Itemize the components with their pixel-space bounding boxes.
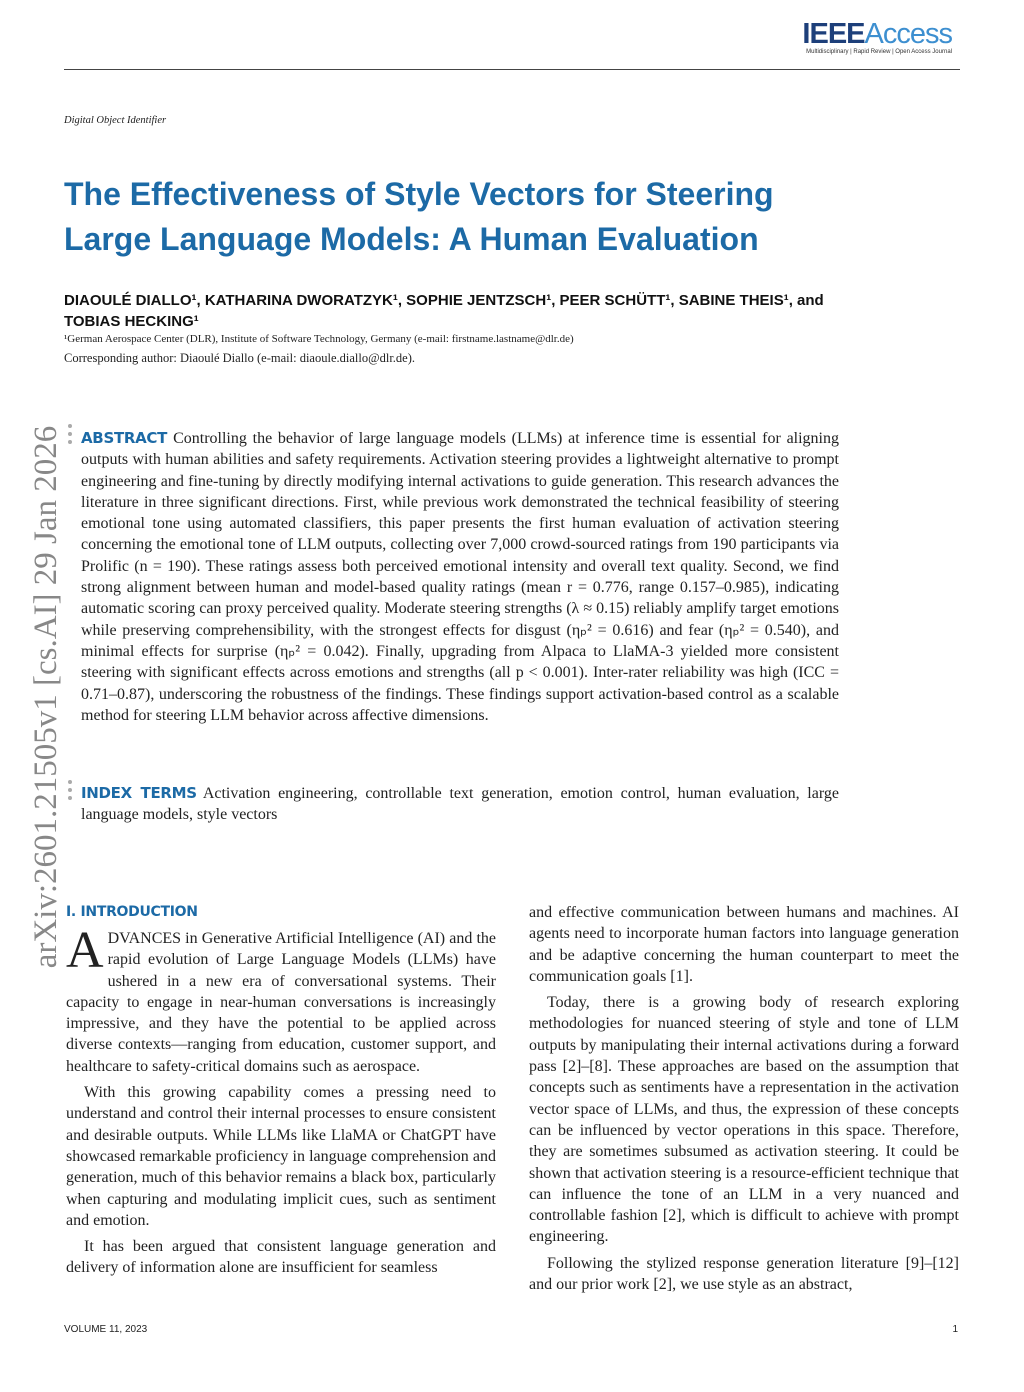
intro-paragraph: Today, there is a growing body of research exploring methodologies for nuanced steering of style and tone of LLM outputs by manipulating their internal activations during a forward pass [2]–[8]. These approaches are based on the assumption that concepts such as sentiments have a representation in the activation vector space of LLMs, and thus, the expression of these concepts can be influenced by vector operations in this space. Therefore, they are sometimes subsumed as activation steering. It could be shown that activation steering is a resource-efficient technique that can influence the tone of an LLM in a very nuanced and controllable fashion [2], which is difficult to achieve with prompt engineering. <box>529 994 959 1246</box>
logo-ieee: IEEE <box>802 18 865 50</box>
logo-tagline: Multidisciplinary | Rapid Review | Open Access Journal <box>806 49 952 55</box>
footer-page-number: 1 <box>952 1324 958 1335</box>
paper-title: The Effectiveness of Style Vectors for Steering Large Language Models: A Human Evaluation <box>64 176 774 257</box>
intro-paragraph: and effective communication between humans and machines. AI agents need to incorporate human factors into language generation and be adaptive concerning the human counterpart to meet the communication goals [1]. <box>529 904 959 985</box>
logo-access: Access <box>864 18 952 50</box>
intro-paragraph: With this growing capability comes a pressing need to understand and control their internal processes to ensure consistent and desirable outputs. While LLMs like LlaMA or ChatGPT have showcased remarkable proficiency in language comprehension and generation, much of this behavior remains a black box, particularly when capturing and modulating implicit cues, such as sentiment and emotion. <box>66 1084 496 1229</box>
index-terms-text: Activation engineering, controllable text generation, emotion control, human evaluation, large language models, style vectors <box>81 785 839 824</box>
index-terms <box>81 783 839 826</box>
intro-paragraph: Following the stylized response generation literature [9]–[12] and our prior work [2], we use style as an abstract, <box>529 1254 959 1294</box>
affiliation: ¹German Aerospace Center (DLR), Institute of Software Technology, Germany (e-mail: firstname.lastname@dlr.de) <box>64 333 574 345</box>
index-terms-dots <box>68 780 74 804</box>
authors: DIAOULÉ DIALLO¹, KATHARINA DWORATZYK¹, SOPHIE JENTZSCH¹, PEER SCHÜTT¹, SABINE THEIS¹, and TOBIAS HECKING¹ <box>64 292 824 330</box>
footer-volume: VOLUME 11, 2023 <box>64 1324 148 1335</box>
intro-text: DVANCES in Generative Artificial Intelligence (AI) and the rapid evolution of Large Language Models (LLMs) have ushered in a new era of conversational systems. Their capacity to engage in near-human conversations is increasingly impressive, and they have the potential to be applied across diverse contexts—ranging from education, customer support, and healthcare to safety-critical domains such as aerospace. <box>66 930 496 1075</box>
section-heading: I. INTRODUCTION <box>66 904 198 920</box>
intro-paragraph <box>66 922 496 1077</box>
drop-cap: A <box>66 922 104 979</box>
abstract-text: Controlling the behavior of large language models (LLMs) at inference time is essential for aligning outputs with human abilities and safety requirements. Activation steering provides a lightweight alternative to prompt engineering and fine-tuning by directly modifying internal activations to guide generation. This research advances the literature in three significant directions. First, while previous work demonstrated the technical feasibility of steering emotional tone using automated classifiers, this paper presents the first human evaluation of activation steering concerning the emotional tone of LLM outputs, collecting over 7,000 crowd-sourced ratings from 190 participants via Prolific (n = 190). These ratings assess both perceived emotional intensity and overall text quality. Second, we find strong alignment between human and model-based quality ratings (mean r = 0.776, range 0.157–0.985), indicating automatic scoring can proxy perceived quality. Moderate steering strengths (λ ≈ 0.15) reliably amplify target emotions while preserving comprehensibility, with the strongest effects for disgust (ηₚ² = 0.616) and fear (ηₚ² = 0.540), and minimal effects for surprise (ηₚ² = 0.042). Finally, upgrading from Alpaca to LlaMA-3 yielded more consistent steering with significant effects across emotions and strengths (all p < 0.001). Inter-rater reliability was high (ICC = 0.71–0.87), underscoring the robustness of the findings. These findings support activation-based control as a scalable method for steering LLM behavior across affective dimensions. <box>81 430 839 724</box>
arxiv-stamp: arXiv:2601.21505v1 [cs.AI] 29 Jan 2026 <box>28 425 64 969</box>
abstract <box>81 428 839 726</box>
index-terms-label: INDEX TERMS <box>81 784 197 802</box>
left-column <box>66 922 496 1279</box>
ieee-access-logo <box>802 18 952 55</box>
abstract-label: ABSTRACT <box>81 429 168 447</box>
intro-paragraph: It has been argued that consistent language generation and delivery of information alone are insufficient for seamless <box>66 1238 496 1277</box>
corresponding-author: Corresponding author: Diaoulé Diallo (e-mail: diaoule.diallo@dlr.de). <box>64 351 416 365</box>
abstract-dots <box>68 424 74 448</box>
doi-label: Digital Object Identifier <box>64 115 167 126</box>
right-column <box>529 902 959 1295</box>
header-rule <box>64 69 960 70</box>
